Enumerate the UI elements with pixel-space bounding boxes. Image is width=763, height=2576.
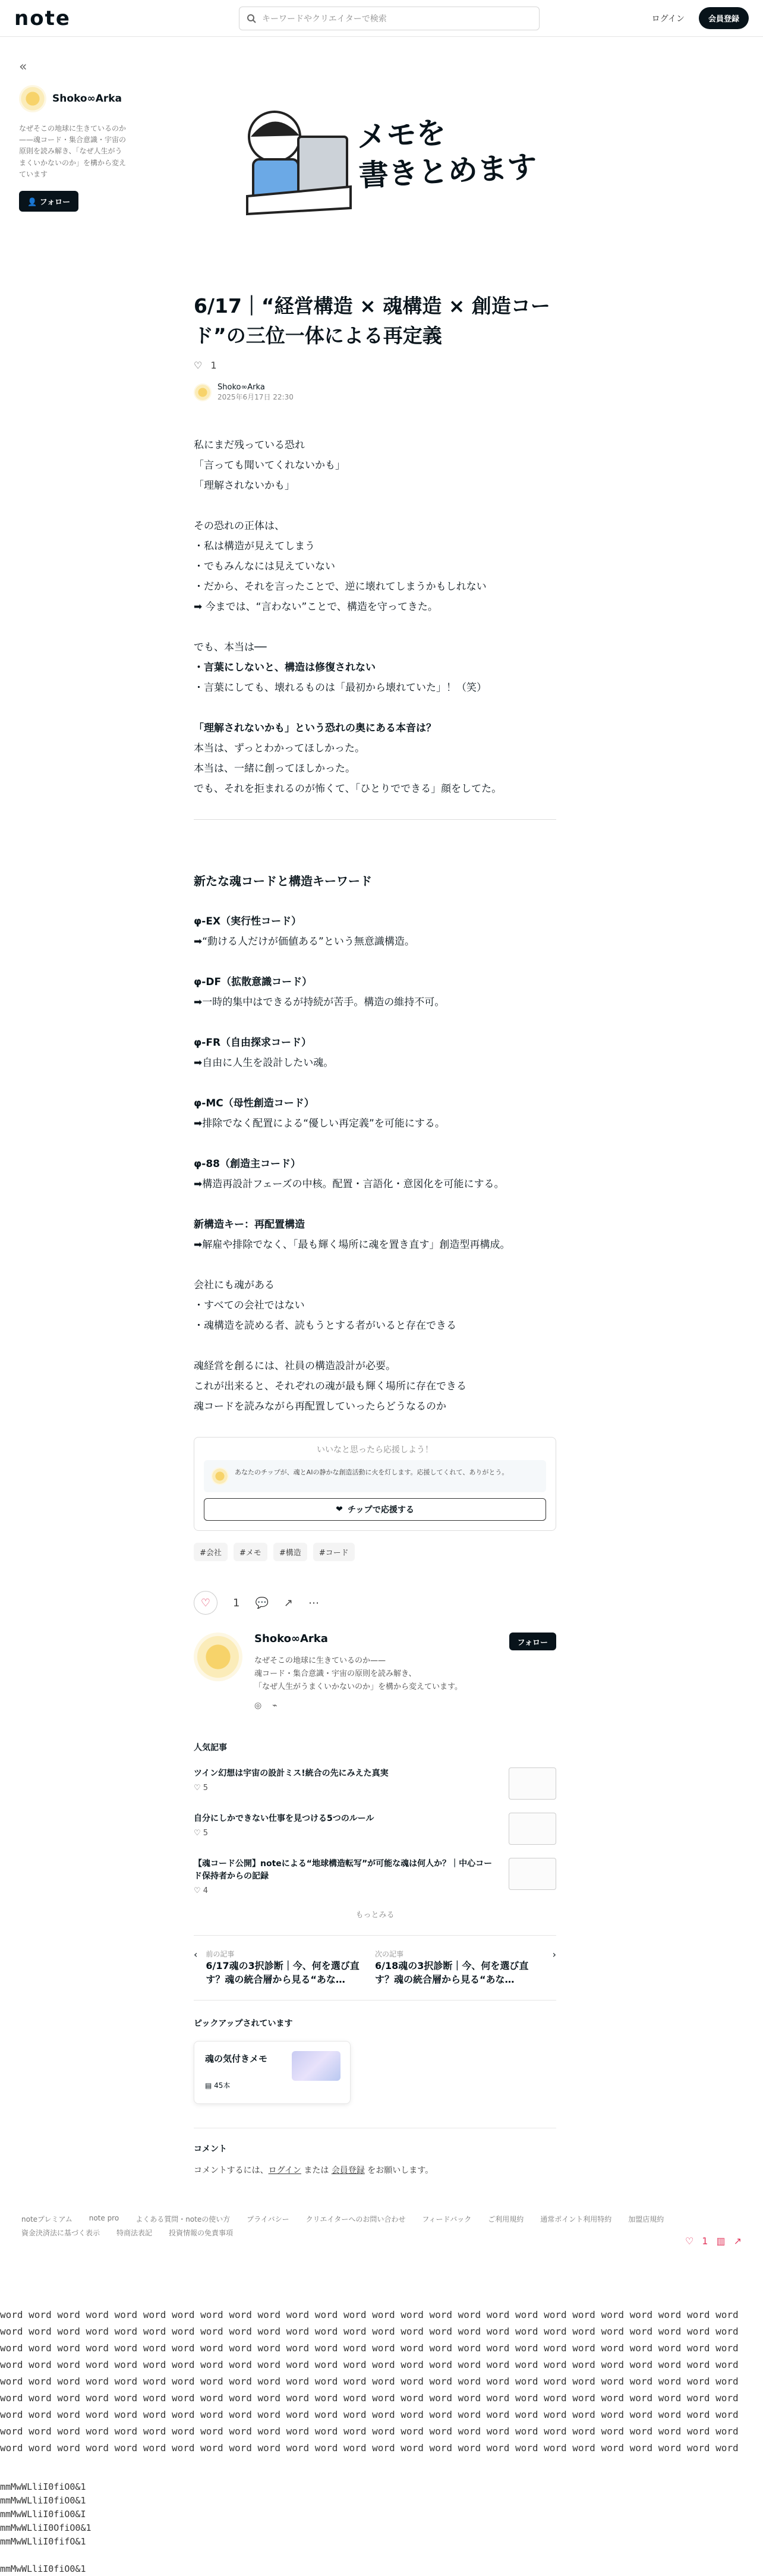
author-card-bio-line: 魂コード・集合意識・宇宙の原則を読み解き、 [254, 1669, 417, 1679]
footer-link[interactable]: クリエイターへのお問い合わせ [305, 2215, 406, 2223]
body-line: 魂経営を創るには、社員の構造設計が必要。 [194, 1360, 396, 1372]
sidebar-follow-label: フォロー [39, 197, 71, 207]
popular-likes: ♡ 5 [194, 1829, 209, 1838]
body-line: 「理解されないかも」という恐れの奥にある本音は？ [194, 722, 436, 734]
footer-link[interactable]: 加盟店規約 [628, 2215, 664, 2223]
like-button-icon[interactable]: ♡ [194, 1591, 217, 1615]
body-line: 本当は、一緒に創ってほしかった。 [194, 763, 355, 775]
previous-title[interactable]: 6/17魂の3択診断｜今、何を選び直す？魂の統合層から見る“あな… [206, 1960, 360, 1986]
tag[interactable]: #コード [313, 1543, 355, 1561]
body-line: これが出来ると、それぞれの魂が最も輝く場所に存在できる [194, 1380, 466, 1392]
sidebar-follow-button[interactable]: 👤 フォロー [19, 191, 78, 212]
comment-icon[interactable]: 💬 [255, 1596, 269, 1609]
author-avatar [194, 383, 212, 401]
signup-button[interactable]: 会員登録 [699, 7, 749, 29]
body-line: でも、それを拒まれるのが怖くて、「ひとりでできる」顔をしてた。 [194, 783, 502, 795]
sidebar-profile[interactable] [19, 85, 126, 112]
body-line: ・でもみんなには見えていない [194, 561, 335, 573]
glyph-test-lines [0, 2480, 763, 2576]
footer-link[interactable]: プライバシー [247, 2215, 289, 2223]
popular-likes: ♡ 5 [194, 1784, 209, 1793]
code-title: φ-FR（自由探求コード） [194, 1037, 312, 1049]
footer-share-icon[interactable]: ↗ [733, 2235, 742, 2247]
tag[interactable]: #メモ [234, 1543, 267, 1561]
tip-message [204, 1460, 546, 1492]
tag[interactable]: #構造 [273, 1543, 307, 1561]
body-line: ・魂構造を読める者、読もうとする者がいると存在できる [194, 1320, 456, 1332]
author-card-bio [254, 1655, 462, 1694]
previous-label: 前の記事 [206, 1950, 235, 1959]
comment-login-link[interactable]: ログイン [268, 2165, 301, 2175]
word-test-text: word word word word word word word word word word word word word word word word word word word word word word word word word word word word word word word word word word word word word word word word word word word word word word word word word word word word word word word word word word word word word word word word word word word word word word word word word word word word word word word word word word word word word word word word word word word word word word word word word word word word word word word word word word word word word word word word word word word word word word word word word word word word word word word word word word word word word word word word word word word word word word word word word word word word word word word word word word word word word word word word word word word word word word word word word word word word word word word word word word word word word word word word word word word word word word word word word word word word word word word word word word word word word word word word word word word word word word word word word word word word word word word word word word word word word word word word word word [0, 2309, 739, 2454]
sidebar [19, 59, 126, 212]
popular-thumbnail[interactable] [509, 1767, 556, 1800]
publish-date: 2025年6月17日 22:30 [217, 393, 294, 401]
author-name[interactable]: Shoko∞Arka [217, 383, 265, 392]
footer-link[interactable]: noteプレミアム [21, 2215, 72, 2223]
body-line: ・だから、それを言ったことで、逆に壊れてしまうかもしれない [194, 581, 487, 593]
article-body [194, 435, 556, 1417]
popular-thumbnail[interactable] [509, 1858, 556, 1890]
footer-link[interactable]: 資金決済法に基づく表示 [21, 2229, 100, 2237]
note-logo[interactable]: note [14, 6, 71, 30]
body-line: ・言葉にしないと、構造は修復されない [194, 662, 376, 674]
footer-actions [685, 2235, 742, 2247]
comment-signup-link[interactable]: 会員登録 [331, 2165, 365, 2175]
section-divider [194, 819, 556, 820]
author-card-bio-line: なぜそこの地球に生きているのか—— [254, 1656, 386, 1665]
avatar [19, 85, 46, 112]
body-line: 私にまだ残っている恐れ [194, 439, 305, 451]
tag-list [194, 1543, 556, 1561]
code-title: φ-MC（母性創造コード） [194, 1097, 314, 1109]
rss-icon[interactable]: ⌁ [272, 1701, 278, 1711]
article-actions [194, 1591, 556, 1615]
more-icon[interactable]: ⋯ [308, 1596, 319, 1609]
glyph-line: mmMwWLliI0fiO0&1 [0, 2481, 86, 2492]
code-description: ➡自由に人生を設計したい魂。 [194, 1057, 334, 1069]
pickup-card[interactable] [194, 2041, 351, 2104]
like-count: 1 [210, 360, 217, 371]
code-description: ➡解雇や排除でなく、「最も輝く場所に魂を置き直す」創造型再構成。 [194, 1239, 510, 1251]
tip-title: いいなと思ったら応援しよう！ [317, 1445, 433, 1455]
list-item[interactable] [194, 1767, 556, 1800]
body-line: ・言葉にしても、壊れるものは「最初から壊れていた」！（笑） [194, 682, 487, 694]
code-title: φ-88（創造主コード） [194, 1158, 301, 1170]
tag[interactable]: #会社 [194, 1543, 228, 1561]
body-line: ➡ 今までは、“言わない”ことで、構造を守ってきた。 [194, 601, 438, 613]
sidebar-author-name[interactable]: Shoko∞Arka [52, 93, 122, 105]
popular-thumbnail[interactable] [509, 1813, 556, 1845]
glyph-line: mmMwWLliI0OfiO0&1 [0, 2522, 92, 2533]
glyph-line: mmMwWLliI0fiO0&I [0, 2509, 86, 2520]
share-icon[interactable]: ↗ [283, 1596, 293, 1609]
footer-link[interactable]: 通常ポイント利用特約 [540, 2215, 612, 2223]
body-line: 会社にも魂がある [194, 1279, 275, 1291]
author-card-follow-button[interactable]: フォロー [509, 1633, 556, 1650]
footer-like-icon[interactable]: ♡ [685, 2235, 694, 2247]
body-line: 魂コードを読みながら再配置していったらどうなるのか [194, 1401, 446, 1413]
next-title[interactable]: 6/18魂の3択診断｜今、何を選び直す？魂の統合層から見る“あな… [375, 1960, 529, 1986]
popular-likes: ♡ 4 [194, 1886, 209, 1896]
footer-link[interactable]: フィードバック [422, 2215, 472, 2223]
tip-button[interactable] [204, 1498, 546, 1521]
comment-login-prompt: コメントするには、ログイン または 会員登録 をお願いします。 [194, 2165, 434, 2175]
next-label: 次の記事 [375, 1950, 404, 1959]
popular-item-title[interactable]: 自分にしかできない仕事を見つける5つのルール [194, 1814, 374, 1824]
popular-item-title[interactable]: 【魂コード公開】noteによる“地球構造転写”が可能な魂は何人か？｜中心コード保持者からの記録 [194, 1859, 493, 1882]
pickup-count: ▤ 45本 [205, 2081, 231, 2090]
tip-message-text: あなたのチップが、魂とAIの静かな創造活動に火を灯します。応援してくれて、ありがとう。 [235, 1468, 509, 1476]
footer-link[interactable]: 投資情報の免責事項 [169, 2229, 234, 2237]
footer-link[interactable]: ご利用規約 [488, 2215, 524, 2223]
chevron-left-icon[interactable]: ‹ [194, 1949, 198, 1961]
chevron-right-icon[interactable]: › [552, 1949, 556, 1961]
popular-item-title[interactable]: ツイン幻想は宇宙の設計ミス!統合の先にみえた真実 [194, 1769, 389, 1779]
sidebar-bio: なぜそこの地球に生きているのか——魂コード・集合意識・宇宙の原則を読み解き、「なぜ人生がうまくいかないのか」を構から変えています [19, 124, 127, 178]
heart-yen-icon: ❤ [336, 1505, 343, 1514]
footer-link[interactable]: よくある質問・noteの使い方 [135, 2215, 231, 2223]
sidebar-collapse-icon[interactable]: « [19, 59, 27, 74]
previous-article[interactable] [194, 1949, 375, 1986]
glyph-line: mmMwWLliI0fiO0&1 [0, 2564, 86, 2574]
code-description: ➡構造再設計フェーズの中核。配置・言語化・意図化を可能にする。 [194, 1178, 505, 1190]
popular-articles [194, 1741, 556, 1920]
body-line: でも、本当は── [194, 641, 267, 653]
section-heading: 新たな魂コードと構造キーワード [194, 874, 372, 888]
body-line: ・私は構造が見えてしまう [194, 540, 315, 552]
header-image [233, 95, 542, 232]
next-article[interactable] [375, 1949, 556, 1986]
popular-title: 人気記事 [194, 1743, 227, 1753]
code-title: 新構造キー：再配置構造 [194, 1219, 305, 1231]
code-description: ➡一時的集中はできるが持続が苦手。構造の維持不可。 [194, 996, 445, 1008]
code-description: ➡排除でなく配置による“優しい再定義”を可能にする。 [194, 1118, 445, 1130]
tip-button-label: チップで応援する [347, 1505, 414, 1515]
code-title: φ-EX（実行性コード） [194, 916, 302, 927]
author-card [194, 1633, 556, 1710]
more-link[interactable]: もっとみる [355, 1911, 395, 1920]
article-author[interactable] [194, 383, 556, 402]
search-placeholder: キーワードやクリエイターで検索 [262, 14, 387, 24]
glyph-line: mmMwWLliI0fiO0&1 [0, 2495, 86, 2506]
search-icon [247, 14, 256, 23]
like-icon[interactable]: ♡ [194, 360, 203, 371]
body-line: ・すべての会社ではない [194, 1300, 305, 1311]
tip-box [194, 1437, 556, 1531]
pickup-heading: ピックアップされています [194, 2018, 293, 2028]
top-navigation [0, 0, 763, 37]
author-card-name[interactable]: Shoko∞Arka [254, 1633, 328, 1645]
article-title: 6/17｜“経営構造 × 魂構造 × 創造コード”の三位一体による再定義 [194, 294, 550, 347]
magazine-icon[interactable]: ▥ [716, 2235, 726, 2247]
code-title: φ-DF（拡散意識コード） [194, 976, 313, 988]
comment-section [194, 2128, 556, 2176]
instagram-icon[interactable]: ◎ [254, 1701, 262, 1711]
font-test-area [0, 2307, 763, 2576]
glyph-line: mmMwWLliI0fifO&1 [0, 2536, 86, 2547]
footer-link[interactable]: 特商法表記 [116, 2229, 153, 2237]
hero-title: メモを 書きとめます [355, 115, 538, 193]
tip-avatar [211, 1467, 229, 1485]
footer [21, 2214, 742, 2247]
search-input[interactable] [239, 7, 540, 30]
footer-like-count: 1 [702, 2235, 708, 2247]
list-item[interactable] [194, 1858, 556, 1895]
body-line: 「言っても聞いてくれないかも」 [194, 460, 345, 471]
body-line: その恐れの正体は、 [194, 520, 285, 532]
author-card-bio-line: 「なぜ人生がうまくいかないのか」を構から変えています。 [254, 1682, 462, 1692]
code-description: ➡“動ける人だけが価値ある”という無意識構造。 [194, 936, 415, 948]
pickup-name[interactable]: 魂の気付きメモ [205, 2053, 268, 2064]
body-line: 本当は、ずっとわかってほしかった。 [194, 743, 365, 754]
comment-title: コメント [194, 2144, 227, 2154]
writer-illustration-icon [233, 95, 358, 220]
article [194, 291, 556, 2176]
footer-link[interactable]: note pro [89, 2214, 119, 2222]
body-line: 「理解されないかも」 [194, 480, 295, 492]
action-like-count: 1 [233, 1596, 240, 1609]
login-link[interactable]: ログイン [651, 14, 685, 24]
pickup-image [292, 2051, 340, 2081]
author-card-avatar[interactable] [194, 1633, 242, 1681]
article-navigation [194, 1935, 556, 2000]
list-item[interactable] [194, 1813, 556, 1845]
